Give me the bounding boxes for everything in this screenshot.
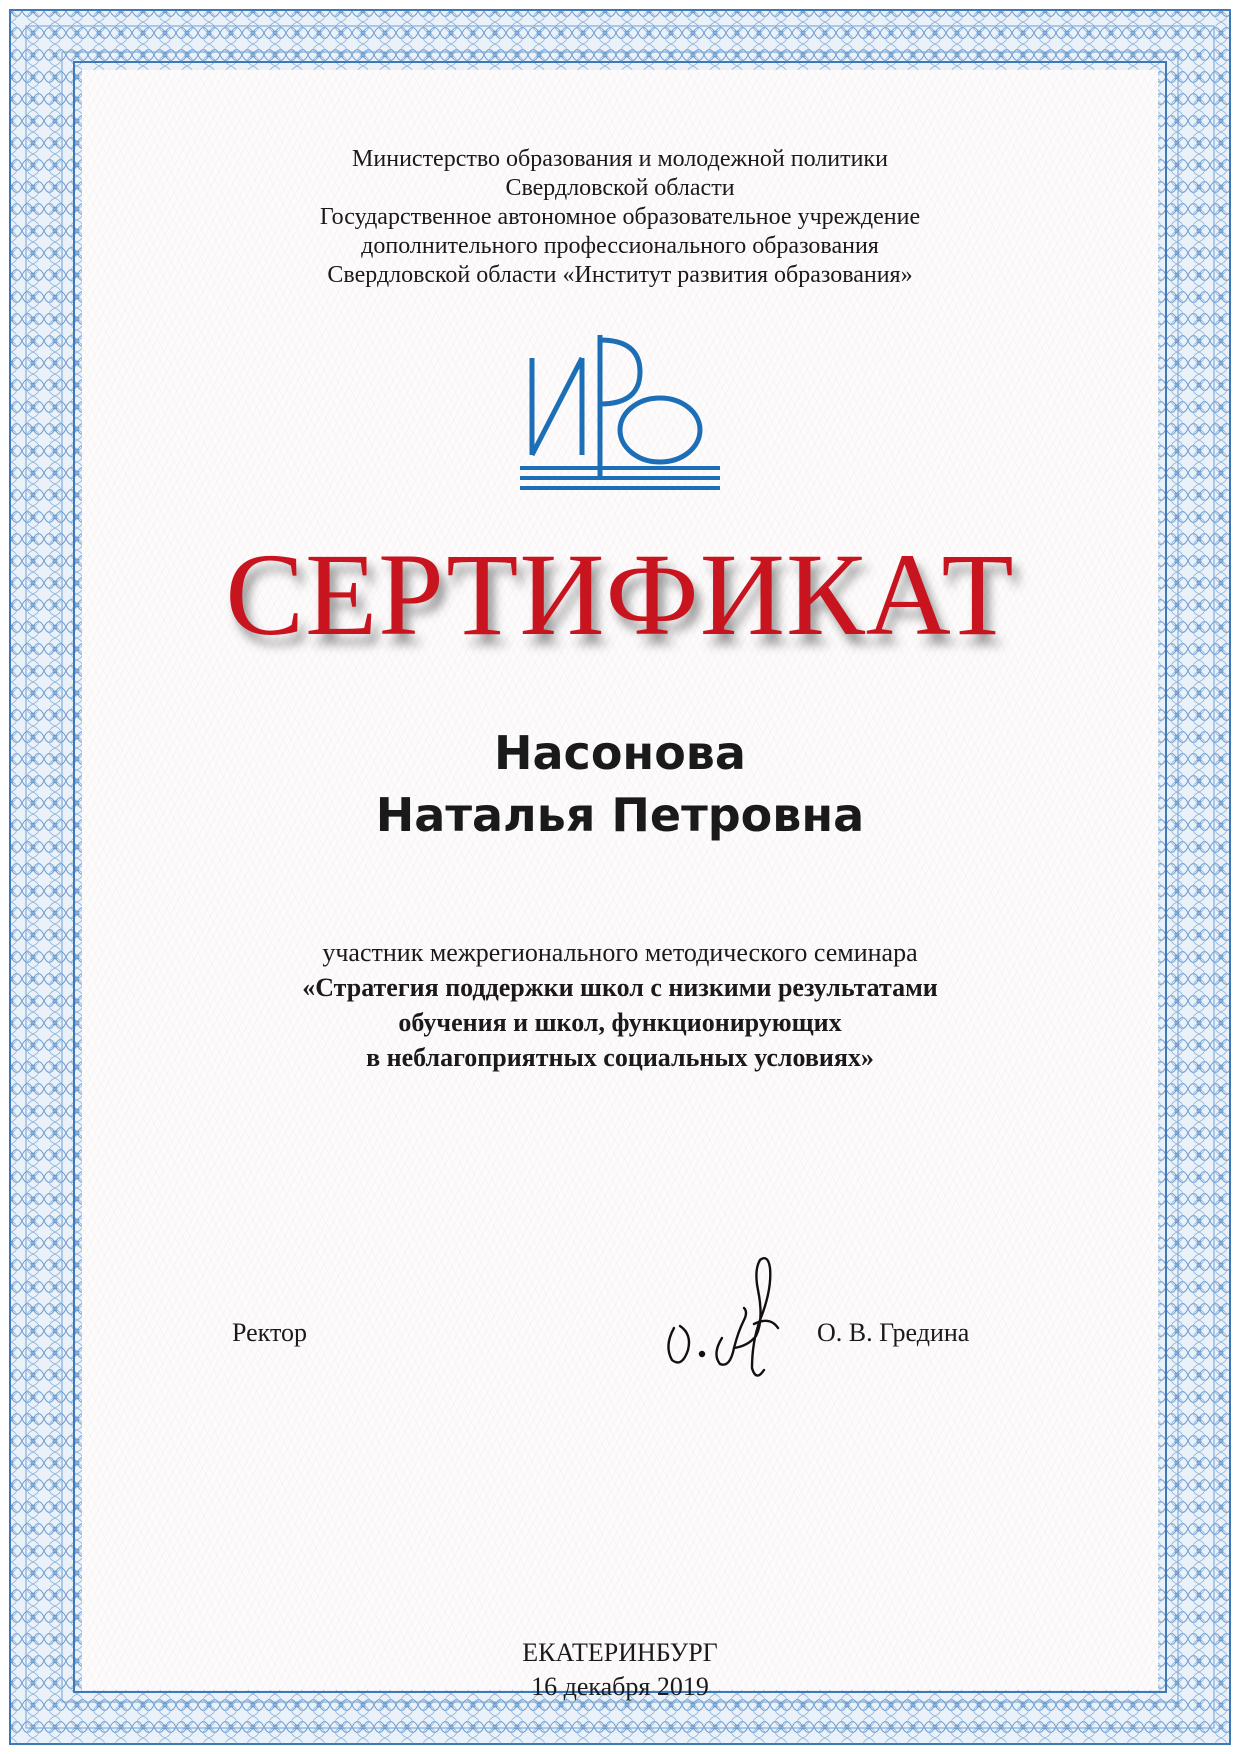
event-title-line: обучения и школ, функционирующих <box>398 1008 842 1037</box>
certificate-paper <box>82 70 1158 1690</box>
header-line: Свердловской области <box>505 175 735 201</box>
event-title-line: в неблагоприятных социальных условиях» <box>366 1043 874 1072</box>
issuer-header <box>0 145 1240 290</box>
header-line: Свердловской области «Институт развития образования» <box>327 262 913 288</box>
recipient-name <box>0 722 1240 846</box>
issue-city: ЕКАТЕРИНБУРГ <box>522 1638 718 1667</box>
event-title-line: «Стратегия поддержки школ с низкими результатами <box>302 973 938 1002</box>
iro-logo <box>520 330 720 510</box>
signer-position: Ректор <box>232 1318 307 1347</box>
header-line: дополнительного профессионального образования <box>361 233 879 259</box>
recipient-given-names: Наталья Петровна <box>375 788 865 842</box>
signature-row <box>0 1300 1240 1420</box>
header-line: Министерство образования и молодежной политики <box>352 146 888 172</box>
handwritten-signature <box>660 1250 820 1390</box>
signer-name: О. В. Гредина <box>817 1318 970 1347</box>
header-line: Государственное автономное образовательное учреждение <box>319 204 921 230</box>
participant-role: участник межрегионального методического семинара <box>322 938 918 967</box>
issue-date: 16 декабря 2019 <box>531 1672 709 1701</box>
footer <box>0 1636 1240 1704</box>
achievement-description <box>0 935 1240 1075</box>
recipient-surname: Насонова <box>494 726 746 780</box>
certificate-title: СЕРТИФИКАТ <box>225 529 1015 660</box>
